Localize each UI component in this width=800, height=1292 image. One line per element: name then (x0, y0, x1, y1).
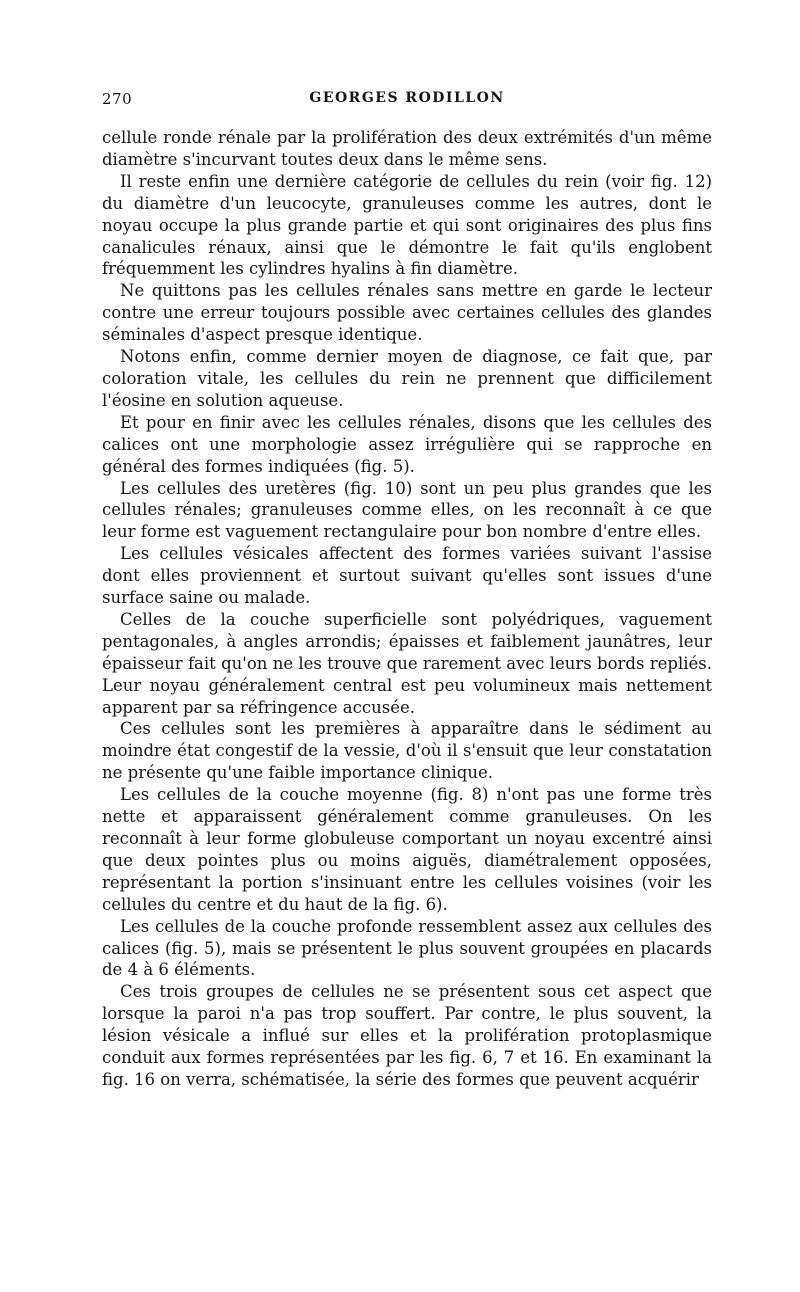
paragraph-8: Celles de la couche superficielle sont polyédriques, vaguement pentagonales, à angles arrondis; épaisses et faiblement jaunâtres, leur épaisseur fait qu'on ne les trouve que rarement avec leurs bords repliés. Leur noyau généralement central est peu volumineux mais nettement apparent par sa réfringence accusée. (102, 609, 712, 717)
page-number: 270 (102, 90, 133, 108)
paragraph-9: Ces cellules sont les premières à apparaître dans le sédiment au moindre état congestif de la vessie, d'où il s'ensuit que leur constatation ne présente qu'une faible importance clinique. (102, 719, 712, 783)
paragraph-12: Ces trois groupes de cellules ne se présentent sous cet aspect que lorsque la paroi n'a pas trop souffert. Par contre, le plus souvent, la lésion vésicale a influé sur elles et la prolifération protoplasmique conduit aux formes représentées par les fig. 6, 7 et 16. En examinant la fig. 16 on verra, schématisée, la série des formes que peuvent acquérir (102, 982, 712, 1089)
body-text (102, 127, 712, 1091)
page-header (102, 90, 712, 114)
paragraph-4: Notons enfin, comme dernier moyen de diagnose, ce fait que, par coloration vitale, les cellules du rein ne prennent que difficilement l'éosine en solution aqueuse. (102, 347, 712, 410)
paragraph-11: Les cellules de la couche profonde ressemblent assez aux cellules des calices (fig. 5), mais se présentent le plus souvent groupées en placards de 4 à 6 éléments. (102, 916, 712, 980)
paragraph-6: Les cellules des uretères (fig. 10) sont un peu plus grandes que les cellules rénales; granuleuses comme elles, on les reconnaît à ce que leur forme est vaguement rectangulaire pour bon nombre d'entre elles. (102, 478, 712, 542)
paragraph-1: cellule ronde rénale par la prolifération des deux extrémités d'un même diamètre s'incurvant toutes deux dans le même sens. (102, 128, 712, 169)
paragraph-2: Il reste enfin une dernière catégorie de cellules du rein (voir fig. 12) du diamètre d'un leucocyte, granuleuses comme les autres, dont le noyau occupe la plus grande partie et qui sont originaires des plus fins canalicules rénaux, ainsi que le démontre le fait qu'ils englobent fréquemment les cylindres hyalins à fin diamètre. (102, 171, 712, 279)
paragraph-5: Et pour en finir avec les cellules rénales, disons que les cellules des calices ont une morphologie assez irrégulière qui se rapproche en général des formes indiquées (fig. 5). (102, 412, 712, 476)
paragraph-10: Les cellules de la couche moyenne (fig. 8) n'ont pas une forme très nette et apparaissent généralement comme granuleuses. On les reconnaît à leur forme globuleuse comportant un noyau excentré ainsi que deux pointes plus ou moins aiguës, diamétralement opposées, représentant la portion s'insinuant entre les cellules voisines (voir les cellules du centre et du haut de la fig. 6). (102, 785, 712, 914)
paragraph-3: Ne quittons pas les cellules rénales sans mettre en garde le lecteur contre une erreur toujours possible avec certaines cellules des glandes séminales d'aspect presque identique. (102, 281, 712, 345)
running-head: GEORGES RODILLON (309, 90, 505, 106)
paragraph-7: Les cellules vésicales affectent des formes variées suivant l'assise dont elles proviennent et surtout suivant qu'elles sont issues d'une surface saine ou malade. (102, 544, 712, 608)
